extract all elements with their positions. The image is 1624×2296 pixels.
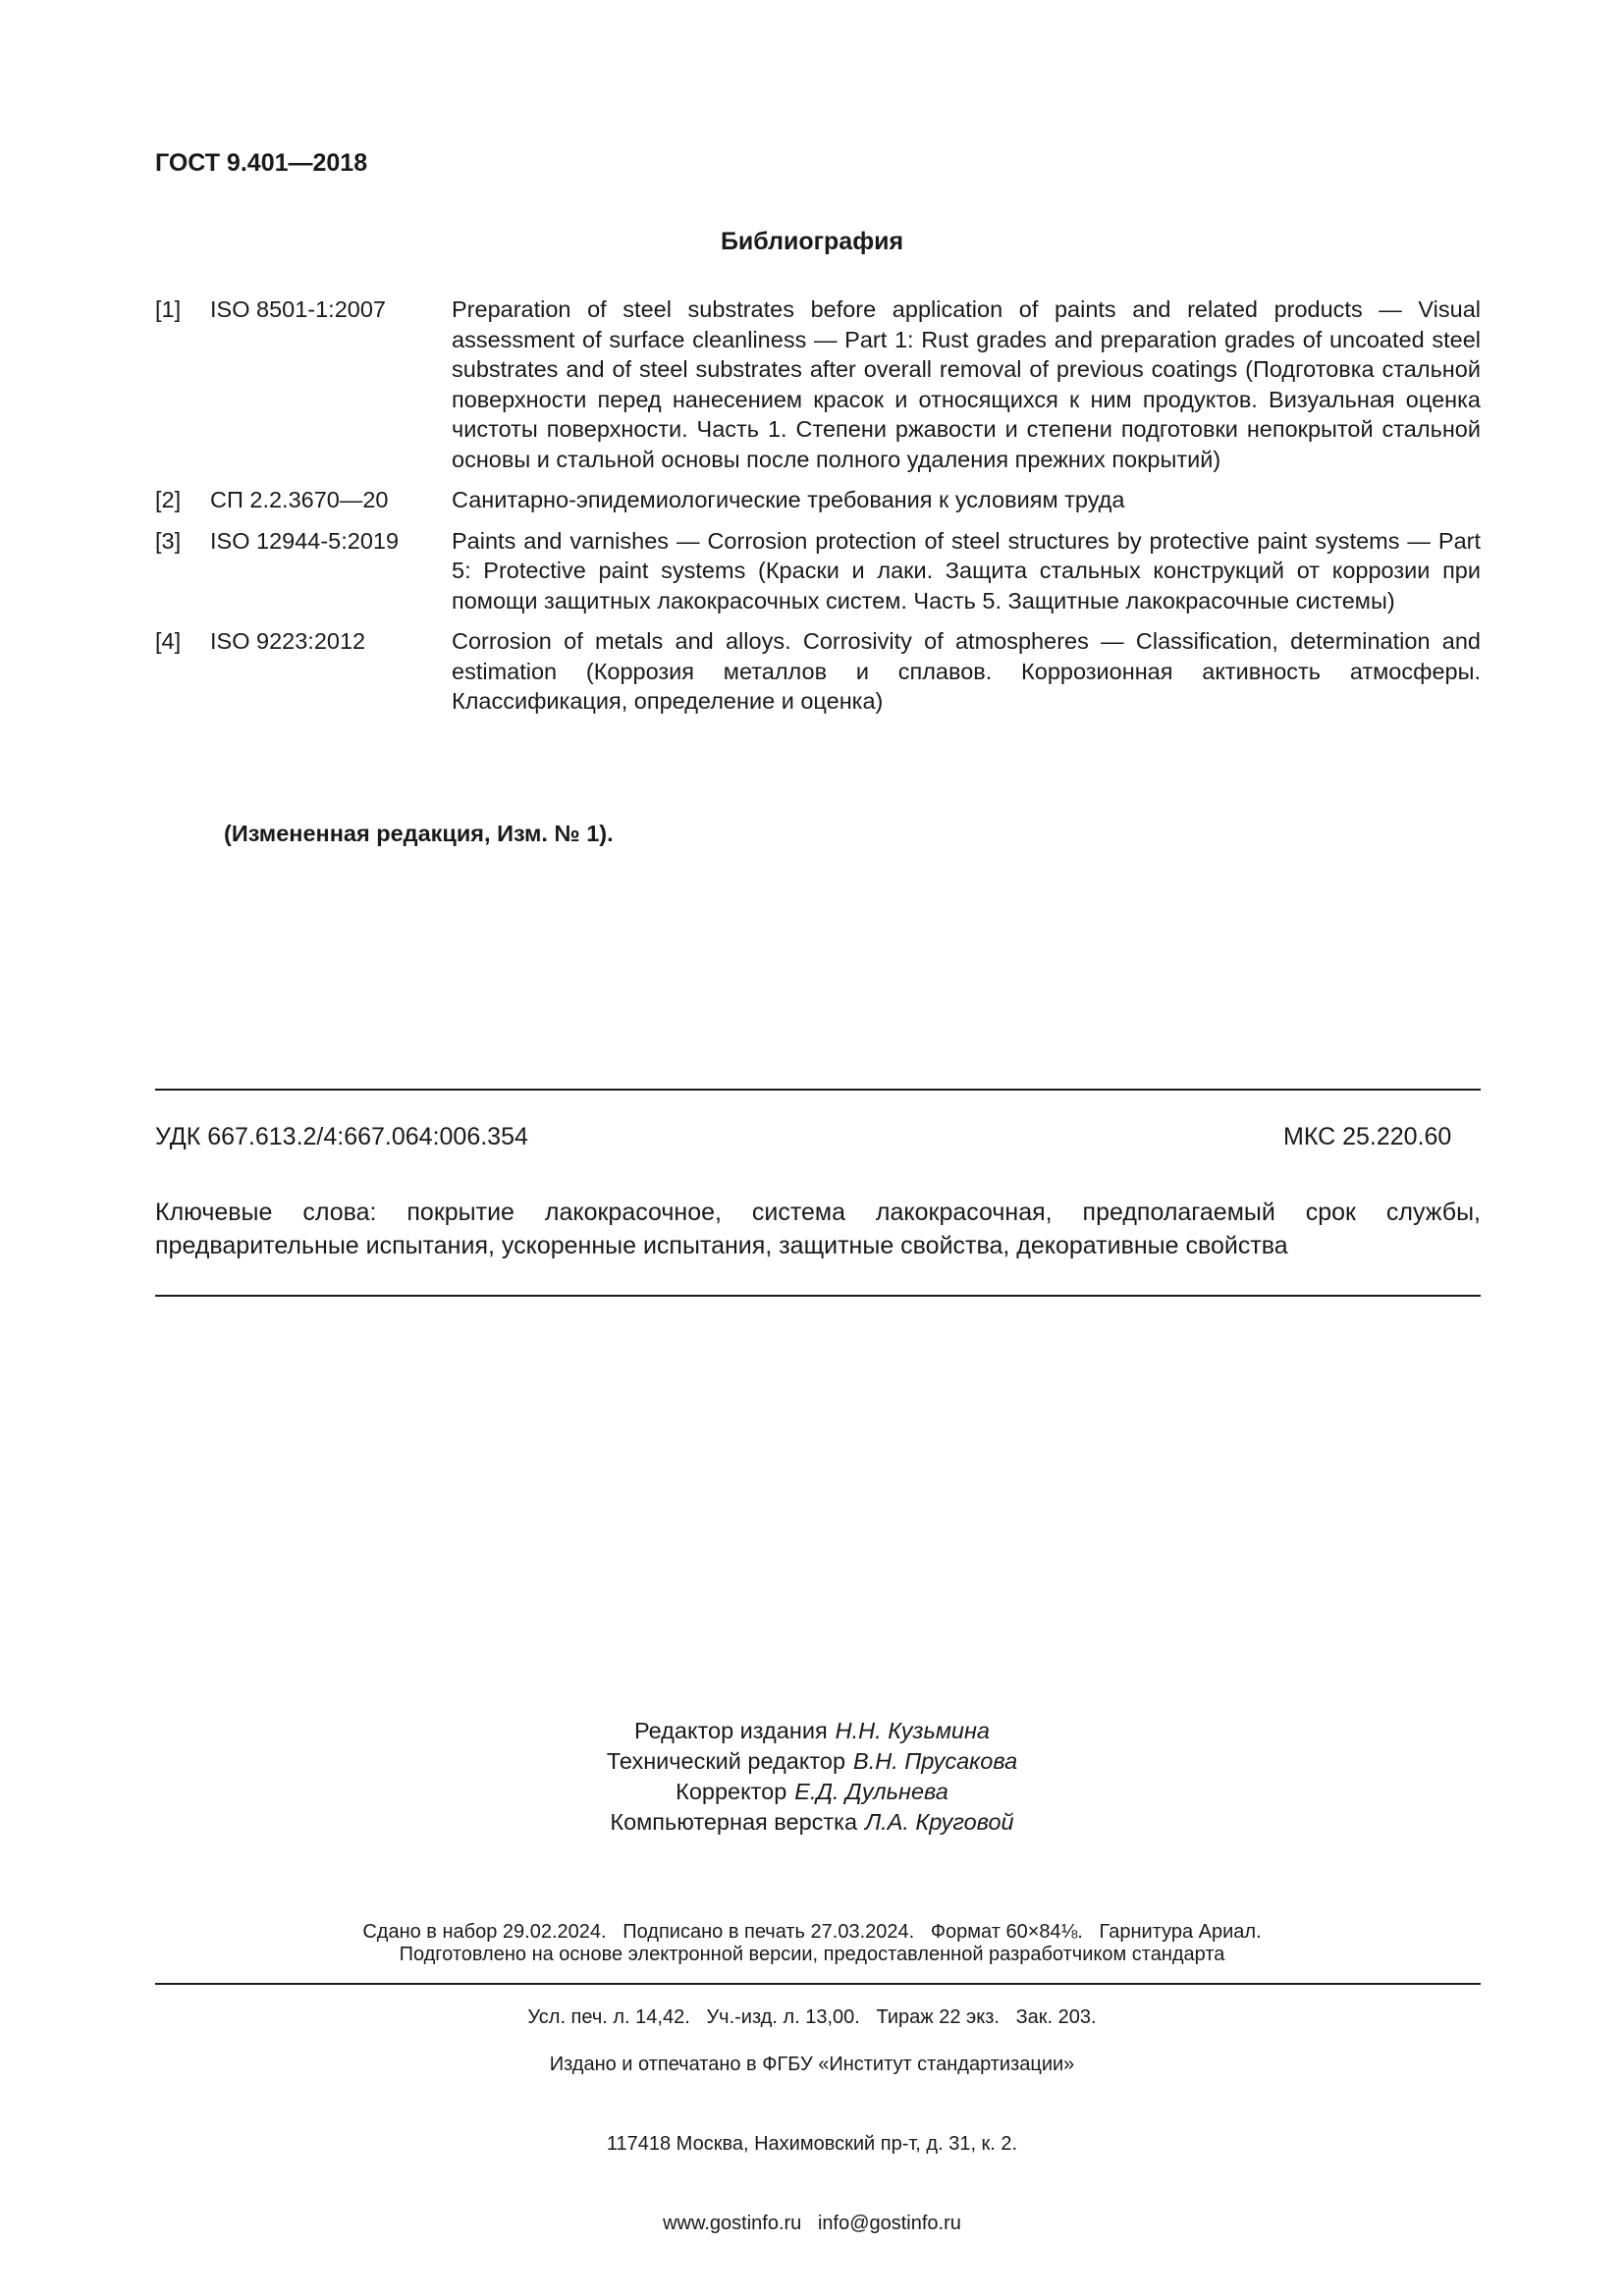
bibliography-item-text: Paints and varnishes — Corrosion protection of steel structures by protective paint systems — Part 5: Protective paint systems (Краски и лаки. Защита стальных конструкций от коррозии при помощи защитных лакокрасочных систем. Часть 5. Защитные лакокрасочные системы) <box>452 527 1481 614</box>
divider <box>155 1983 1481 1985</box>
credit-name: Л.А. Круговой <box>865 1809 1014 1835</box>
bibliography-item <box>155 485 1481 515</box>
bibliography-item-text: Preparation of steel substrates before application of paints and related products — Visual assessment of surface cleanliness — Part 1: Rust grades and preparation grades of uncoated steel substrates and of steel substrates after overall removal of previous coatings (Подготовка стальной поверхности перед нанесением красок и относящихся к ним продуктов. Визуальная оценка чистоты поверхности. Часть 1. Степени ржавости и степени подготовки непокрытой стальной основы и стальной основы после полного удаления прежних покрытий) <box>452 296 1481 472</box>
credit-line <box>0 1777 1624 1807</box>
keywords: Ключевые слова: покрытие лакокрасочное, система лакокрасочная, предполагаемый срок службы, предварительные испытания, ускоренные испытания, защитные свойства, декоративные свойства <box>155 1199 1481 1259</box>
imprint-line: Усл. печ. л. 14,42. Уч.-изд. л. 13,00. Тираж 22 экз. Зак. 203. <box>527 2006 1097 2028</box>
bibliography-item-number: [1] <box>155 296 182 322</box>
prepared-note: Подготовлено на основе электронной версии, предоставленной разработчиком стандарта <box>399 1944 1225 1965</box>
bibliography-item-text: Санитарно-эпидемиологические требования к условиям труда <box>452 487 1125 512</box>
bibliography-item-code: ISO 8501-1:2007 <box>210 296 386 322</box>
bibliography-item <box>155 626 1481 717</box>
imprint-line: Сдано в набор 29.02.2024. Подписано в печать 27.03.2024. Формат 60×84⅛. Гарнитура Ариал. <box>362 1921 1262 1943</box>
publisher-contacts: www.gostinfo.ru info@gostinfo.ru <box>663 2213 961 2234</box>
bibliography-item <box>155 294 1481 474</box>
bibliography-item-text: Corrosion of metals and alloys. Corrosivity of atmospheres — Classification, determination and estimation (Коррозия металлов и сплавов. Коррозионная активность атмосферы. Классификация, определение и оценка) <box>452 628 1481 714</box>
bibliography-item-code: ISO 9223:2012 <box>210 628 366 654</box>
credit-role: Редактор издания <box>633 1718 828 1743</box>
credit-role: Технический редактор <box>606 1748 846 1774</box>
credit-line <box>0 1746 1624 1777</box>
amendment-note: (Измененная редакция, Изм. № 1). <box>224 821 614 846</box>
credit-role: Корректор <box>676 1779 787 1804</box>
bibliography-item-code: СП 2.2.3670—20 <box>210 487 389 512</box>
divider <box>155 1295 1481 1297</box>
credit-name: В.Н. Прусакова <box>853 1748 1018 1774</box>
credit-line <box>0 1807 1624 1838</box>
credit-line <box>0 1716 1624 1746</box>
document-id: ГОСТ 9.401—2018 <box>155 149 368 177</box>
divider <box>155 1089 1481 1091</box>
credit-name: Н.Н. Кузьмина <box>835 1718 991 1743</box>
bibliography-title: Библиография <box>720 228 904 255</box>
credit-name: Е.Д. Дульнева <box>794 1779 948 1804</box>
bibliography-item-code: ISO 12944-5:2019 <box>210 527 400 554</box>
bibliography-item <box>155 526 1481 616</box>
publisher-line: Издано и отпечатано в ФГБУ «Институт стандартизации» <box>549 2054 1075 2075</box>
udc-code: УДК 667.613.2/4:667.064:006.354 <box>155 1123 528 1150</box>
publisher-block <box>0 1999 1624 2264</box>
bibliography-item-number: [2] <box>155 487 182 512</box>
bibliography-list <box>155 294 1481 727</box>
bibliography-item-number: [4] <box>155 628 182 654</box>
mks-code: МКС 25.220.60 <box>1283 1123 1452 1150</box>
publisher-address: 117418 Москва, Нахимовский пр-т, д. 31, к. 2. <box>606 2133 1018 2155</box>
credit-role: Компьютерная верстка <box>610 1809 858 1835</box>
bibliography-item-number: [3] <box>155 527 182 554</box>
credits-block <box>0 1716 1624 1838</box>
